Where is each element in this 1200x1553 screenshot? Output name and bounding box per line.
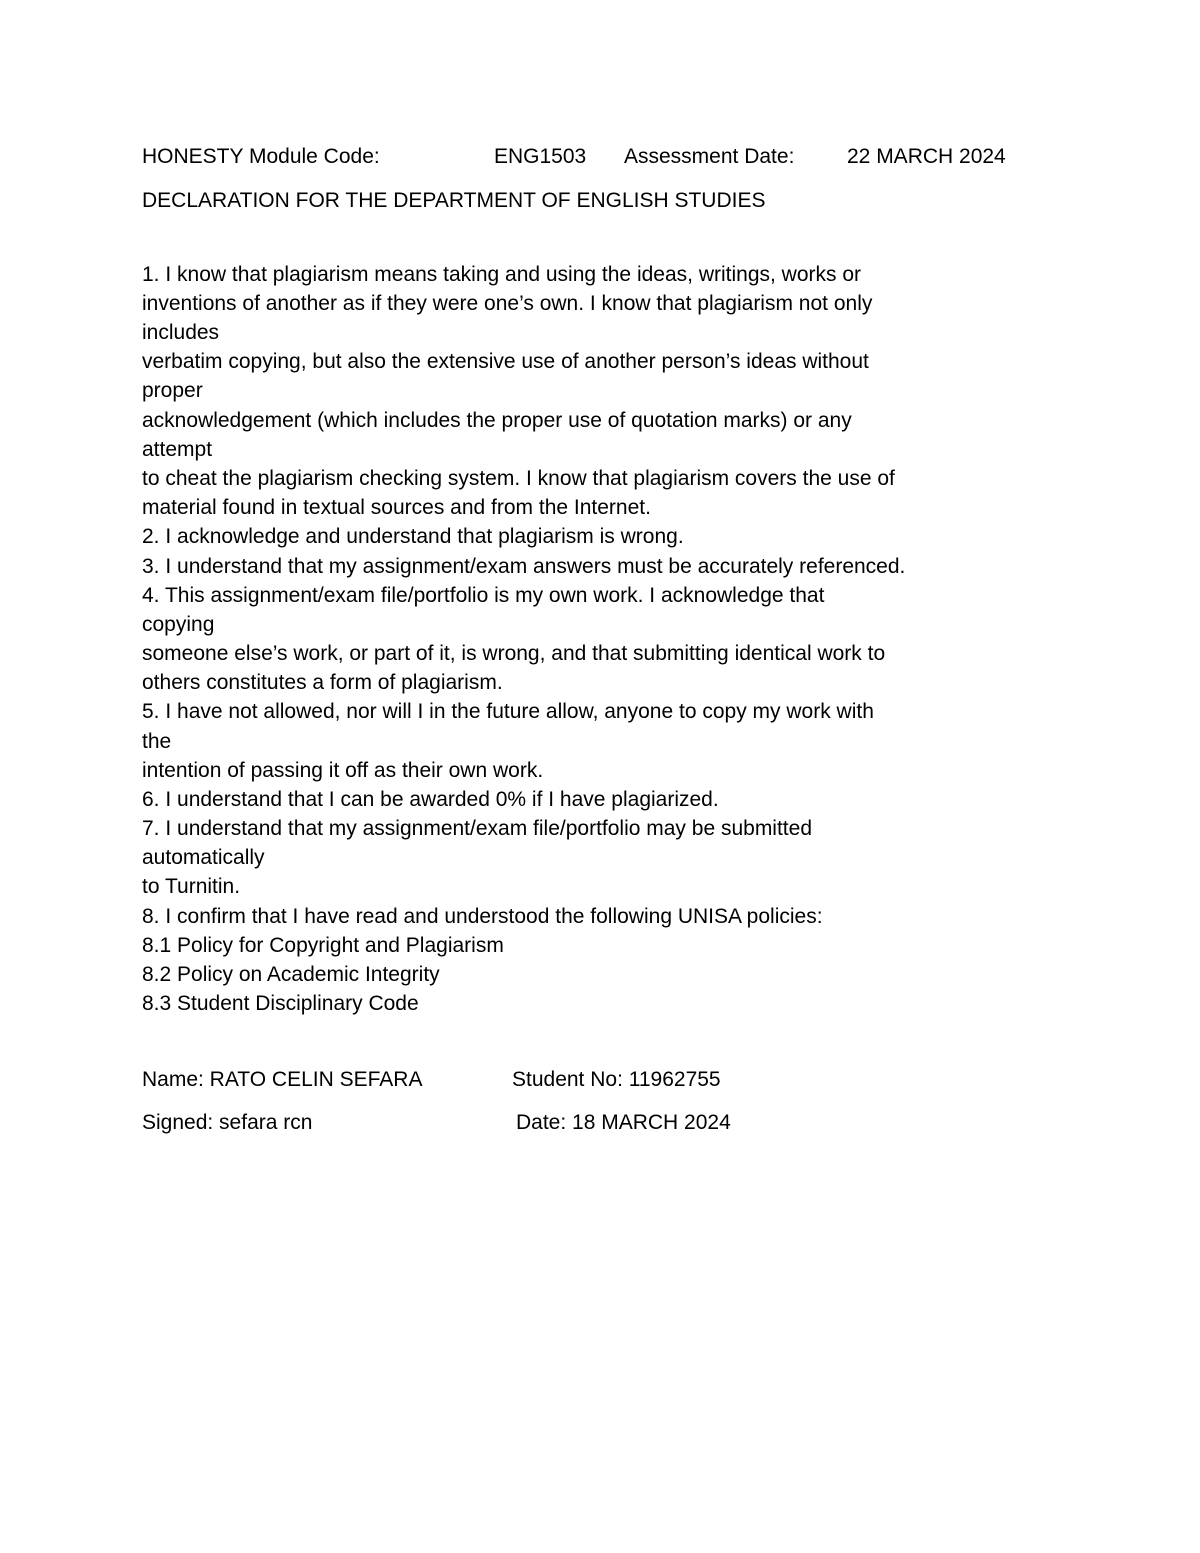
body-line: includes	[142, 321, 220, 344]
body-line: to Turnitin.	[142, 875, 241, 898]
body-line: 3. I understand that my assignment/exam answers must be accurately referenced.	[142, 555, 906, 578]
signature: Signed: sefara rcn	[142, 1111, 313, 1134]
student-name: Name: RATO CELIN SEFARA	[142, 1068, 423, 1091]
body-line: 1. I know that plagiarism means taking and using the ideas, writings, works or	[142, 263, 862, 286]
body-line: proper	[142, 379, 203, 402]
body-line: automatically	[142, 846, 265, 869]
body-line: 2. I acknowledge and understand that plagiarism is wrong.	[142, 525, 684, 548]
body-line: the	[142, 730, 172, 753]
body-line: material found in textual sources and from the Internet.	[142, 496, 651, 519]
body-line: 7. I understand that my assignment/exam file/portfolio may be submitted	[142, 817, 813, 840]
module-code-value: ENG1503	[494, 145, 587, 168]
student-number: Student No: 11962755	[512, 1068, 721, 1091]
body-line: 8. I confirm that I have read and understood the following UNISA policies:	[142, 905, 823, 928]
body-line: 8.1 Policy for Copyright and Plagiarism	[142, 934, 504, 957]
body-line: 4. This assignment/exam file/portfolio is my own work. I acknowledge that	[142, 584, 825, 607]
body-line: inventions of another as if they were one’s own. I know that plagiarism not only	[142, 292, 873, 315]
assessment-date-value: 22 MARCH 2024	[847, 145, 1006, 168]
declaration-title: DECLARATION FOR THE DEPARTMENT OF ENGLISH STUDIES	[142, 189, 766, 212]
assessment-date-label: Assessment Date:	[624, 145, 795, 168]
body-line: copying	[142, 613, 215, 636]
body-line: 8.3 Student Disciplinary Code	[142, 992, 419, 1015]
body-line: 6. I understand that I can be awarded 0% if I have plagiarized.	[142, 788, 719, 811]
body-line: attempt	[142, 438, 213, 461]
body-line: someone else’s work, or part of it, is wrong, and that submitting identical work to	[142, 642, 886, 665]
module-code-label: HONESTY Module Code:	[142, 145, 380, 168]
body-line: acknowledgement (which includes the proper use of quotation marks) or any	[142, 409, 852, 432]
body-line: 5. I have not allowed, nor will I in the future allow, anyone to copy my work with	[142, 700, 874, 723]
body-line: others constitutes a form of plagiarism.	[142, 671, 503, 694]
body-line: to cheat the plagiarism checking system. I know that plagiarism covers the use of	[142, 467, 895, 490]
signed-date: Date: 18 MARCH 2024	[516, 1111, 731, 1134]
body-line: 8.2 Policy on Academic Integrity	[142, 963, 440, 986]
body-line: intention of passing it off as their own work.	[142, 759, 544, 782]
body-line: verbatim copying, but also the extensive use of another person’s ideas without	[142, 350, 869, 373]
